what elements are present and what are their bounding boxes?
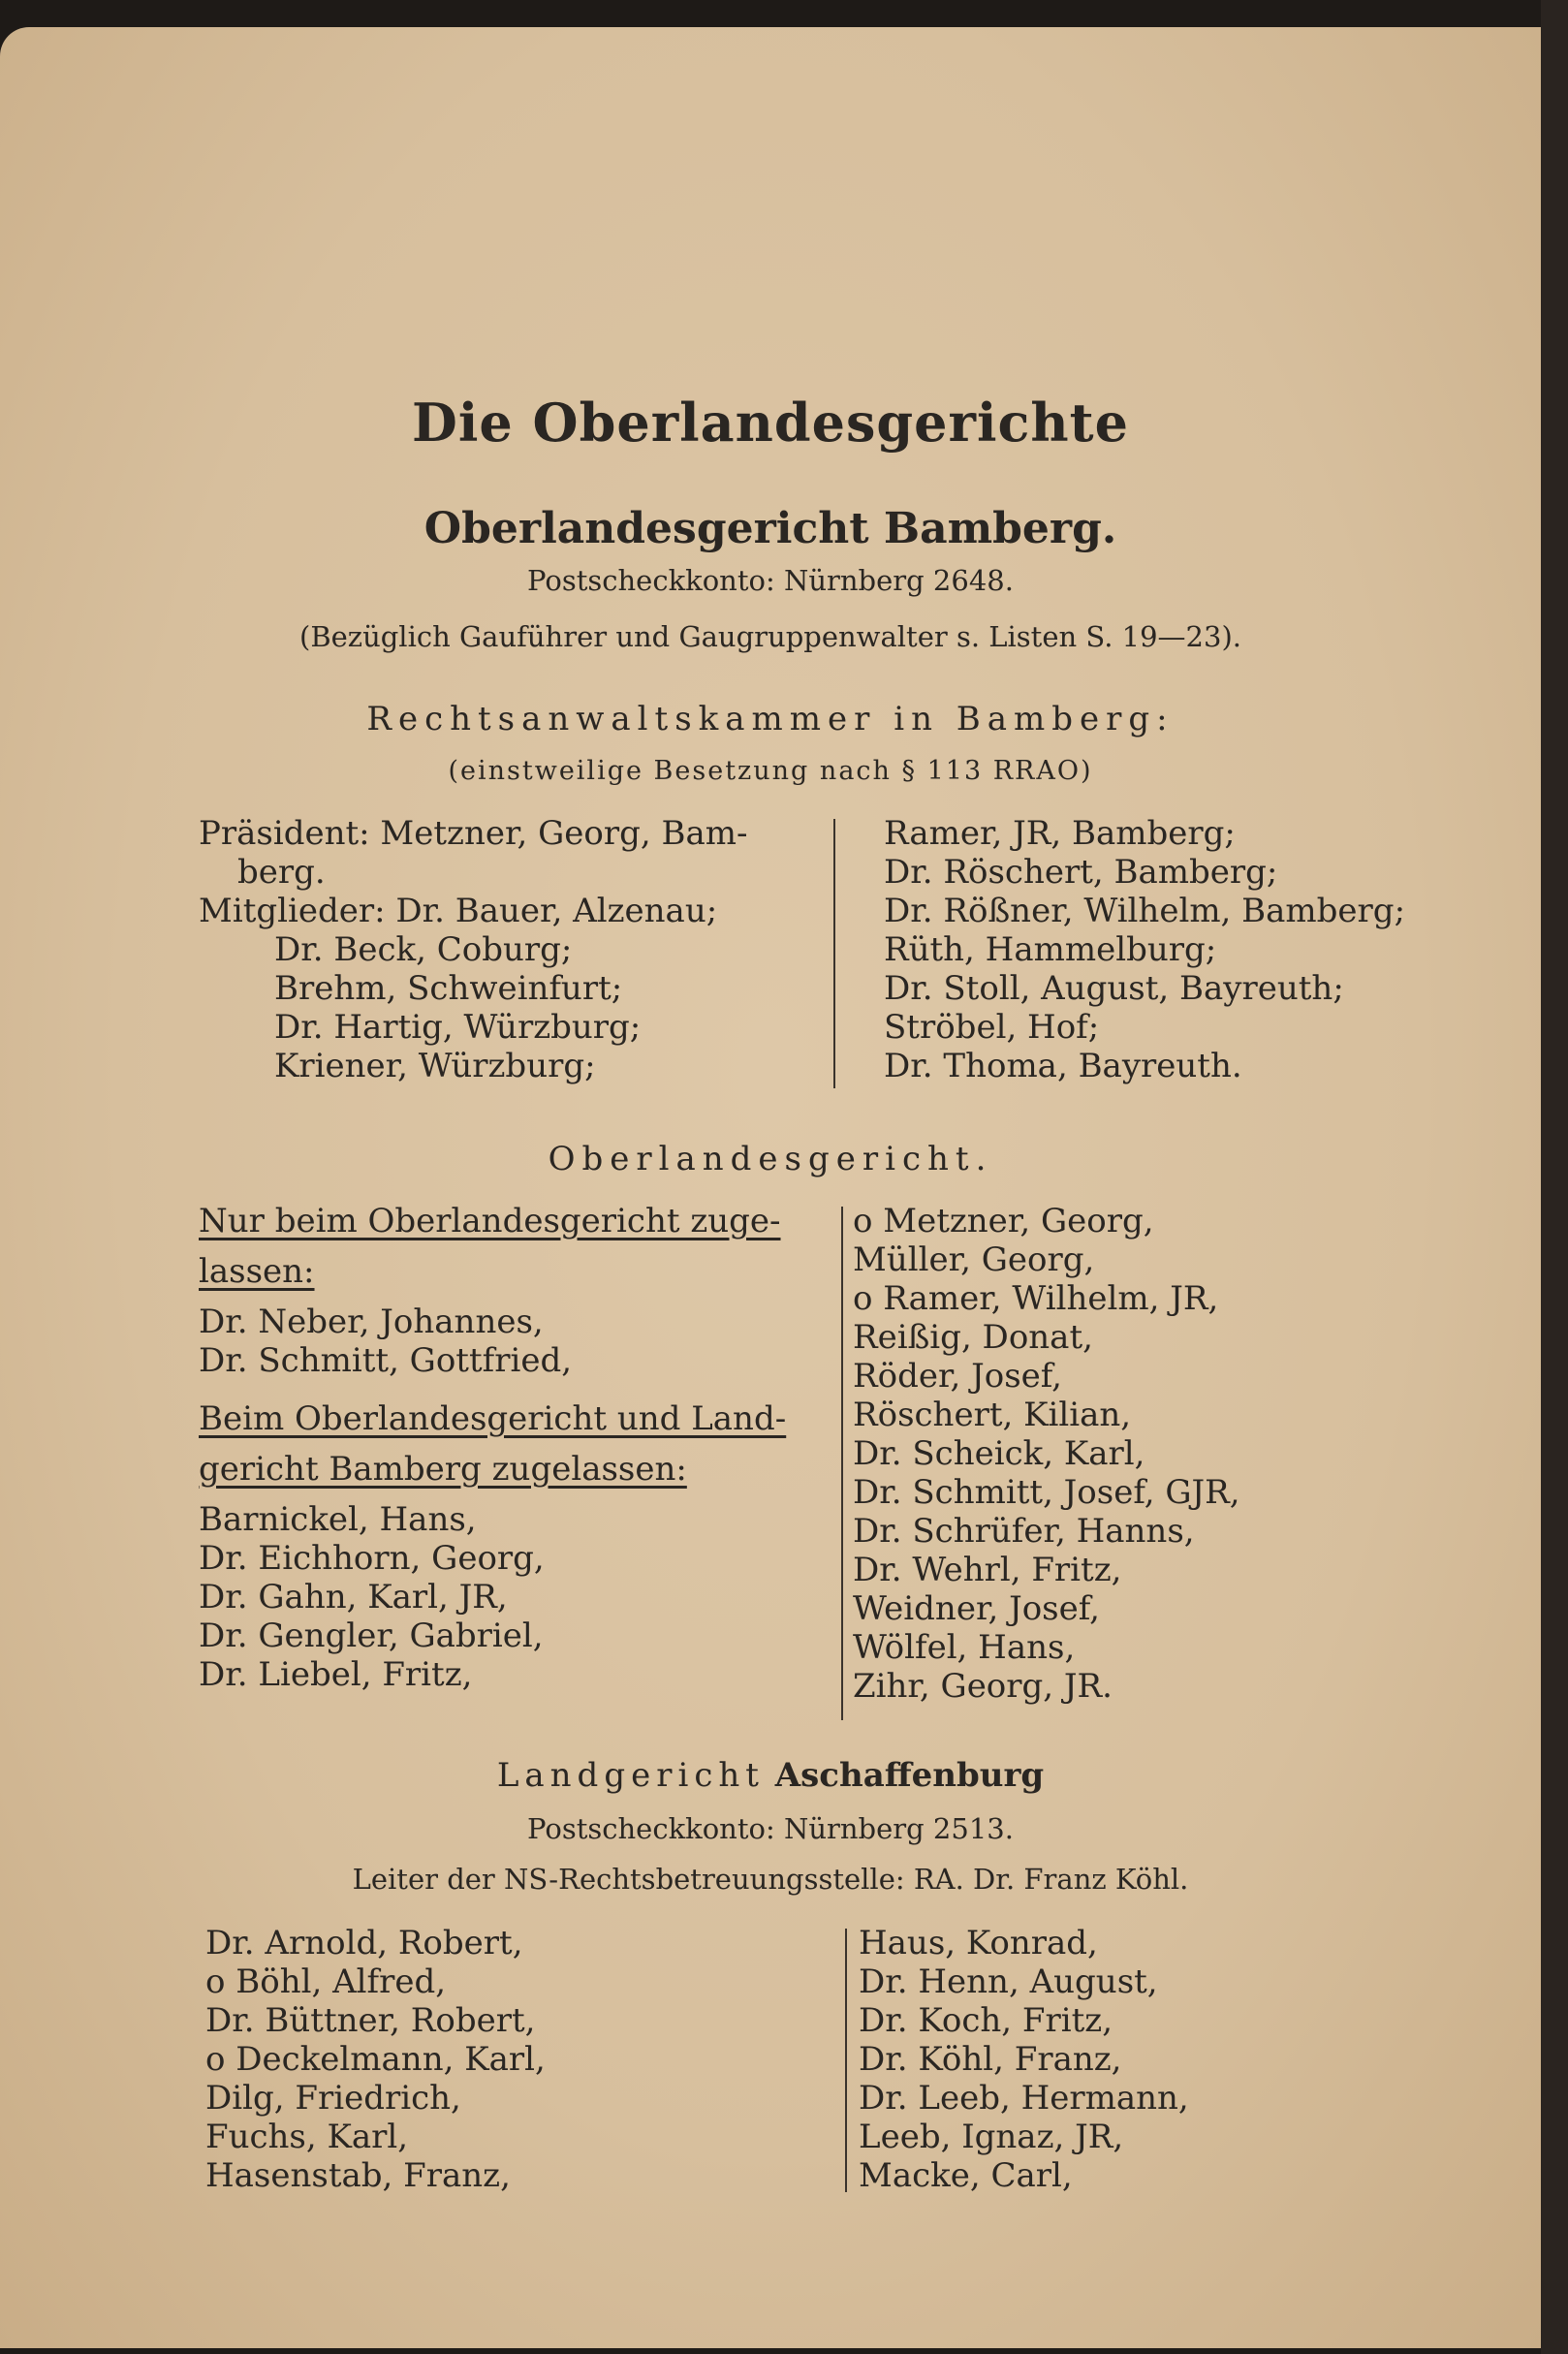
list-item: Mitglieder: Dr. Bauer, Alzenau;: [199, 892, 718, 930]
list-item: Weidner, Josef,: [853, 1589, 1100, 1628]
lg-postscheck: Postscheckkonto: Nürnberg 2513.: [527, 1812, 1014, 1845]
chamber-heading: Rechtsanwaltskammer in Bamberg:: [366, 700, 1175, 738]
list-item: o Böhl, Alfred,: [205, 1962, 447, 2001]
list-item: Dr. Gahn, Karl, JR,: [199, 1578, 508, 1616]
list-item: o Ramer, Wilhelm, JR,: [853, 1279, 1219, 1318]
list-item: Dr. Koch, Fritz,: [859, 2001, 1113, 2040]
list-item: Präsident: Metzner, Georg, Bam-: [199, 814, 748, 853]
list-item: Dr. Büttner, Robert,: [205, 2001, 536, 2040]
list-item: Barnickel, Hans,: [199, 1500, 477, 1539]
list-item: Kriener, Würzburg;: [274, 1047, 596, 1085]
list-item: Dr. Köhl, Franz,: [859, 2040, 1122, 2079]
column-divider: [845, 1929, 847, 2192]
olg-heading: Oberlandesgericht.: [548, 1140, 993, 1178]
section-header: Nur beim Oberlandesgericht zuge-: [199, 1202, 781, 1240]
section-header: gericht Bamberg zugelassen:: [199, 1450, 687, 1489]
list-item: Hasenstab, Franz,: [205, 2156, 511, 2195]
lg-left-column: [205, 1924, 546, 2195]
list-item: Röschert, Kilian,: [853, 1396, 1132, 1434]
list-item: o Deckelmann, Karl,: [205, 2040, 546, 2079]
list-item: Rüth, Hammelburg;: [884, 930, 1217, 969]
list-item: Dr. Rößner, Wilhelm, Bamberg;: [884, 892, 1406, 930]
list-item: o Metzner, Georg,: [853, 1202, 1154, 1240]
list-item: Dr. Henn, August,: [859, 1962, 1158, 2001]
olg-left-column: [199, 1202, 786, 1694]
list-item: Wölfel, Hans,: [853, 1628, 1076, 1667]
chamber-right-column: [884, 814, 1405, 1085]
lg-heading-prefix: Landgericht: [496, 1756, 765, 1795]
list-item: Ströbel, Hof;: [884, 1008, 1100, 1047]
column-divider: [833, 819, 835, 1088]
list-item: Fuchs, Karl,: [205, 2118, 409, 2156]
lg-right-column: [859, 1924, 1189, 2195]
column-divider: [841, 1207, 843, 1720]
list-item: Dr. Leeb, Hermann,: [859, 2079, 1189, 2118]
section-header: Beim Oberlandesgericht und Land-: [199, 1399, 787, 1438]
reference-line: (Bezüglich Gauführer und Gaugruppenwalter s. Listen S. 19—23).: [299, 620, 1241, 653]
list-item: berg.: [237, 853, 326, 892]
page-edge: [1541, 0, 1568, 2354]
list-item: Dr. Stoll, August, Bayreuth;: [884, 969, 1344, 1008]
section-header: lassen:: [199, 1252, 315, 1291]
list-item: Dr. Schmitt, Josef, GJR,: [853, 1473, 1240, 1512]
list-item: Röder, Josef,: [853, 1357, 1062, 1396]
list-item: Macke, Carl,: [859, 2156, 1073, 2195]
lg-heading: [0, 1756, 1541, 1795]
list-item: Dr. Schrüfer, Hanns,: [853, 1512, 1195, 1551]
list-item: Müller, Georg,: [853, 1240, 1095, 1279]
list-item: Dr. Röschert, Bamberg;: [884, 853, 1278, 892]
list-item: Dr. Thoma, Bayreuth.: [884, 1047, 1242, 1085]
list-item: Dr. Wehrl, Fritz,: [853, 1551, 1122, 1589]
list-item: Ramer, JR, Bamberg;: [884, 814, 1236, 853]
list-item: Dr. Gengler, Gabriel,: [199, 1616, 544, 1655]
list-item: Dr. Eichhorn, Georg,: [199, 1539, 545, 1578]
page-title: Die Oberlandesgerichte: [412, 392, 1129, 454]
court-heading: Oberlandesgericht Bamberg.: [423, 504, 1117, 553]
list-item: Leeb, Ignaz, JR,: [859, 2118, 1124, 2156]
list-item: Haus, Konrad,: [859, 1924, 1098, 1962]
list-item: Zihr, Georg, JR.: [853, 1667, 1113, 1706]
list-item: Reißig, Donat,: [853, 1318, 1093, 1357]
postscheck-line: Postscheckkonto: Nürnberg 2648.: [527, 564, 1014, 597]
list-item: Dr. Hartig, Würzburg;: [274, 1008, 642, 1047]
list-item: Dr. Arnold, Robert,: [205, 1924, 523, 1962]
lg-leader: Leiter der NS-Rechtsbetreuungsstelle: RA. Dr. Franz Köhl.: [352, 1863, 1189, 1896]
olg-right-column: [853, 1202, 1240, 1706]
lg-heading-name: Aschaffenburg: [774, 1756, 1045, 1795]
list-item: Dilg, Friedrich,: [205, 2079, 461, 2118]
list-item: Brehm, Schweinfurt;: [274, 969, 623, 1008]
chamber-note: (einstweilige Besetzung nach § 113 RRAO): [448, 756, 1093, 786]
list-item: Dr. Liebel, Fritz,: [199, 1655, 473, 1694]
chamber-left-column: [199, 814, 747, 1085]
list-item: Dr. Neber, Johannes,: [199, 1303, 544, 1341]
list-item: Dr. Schmitt, Gottfried,: [199, 1341, 573, 1380]
list-item: Dr. Beck, Coburg;: [274, 930, 573, 969]
list-item: Dr. Scheick, Karl,: [853, 1434, 1145, 1473]
